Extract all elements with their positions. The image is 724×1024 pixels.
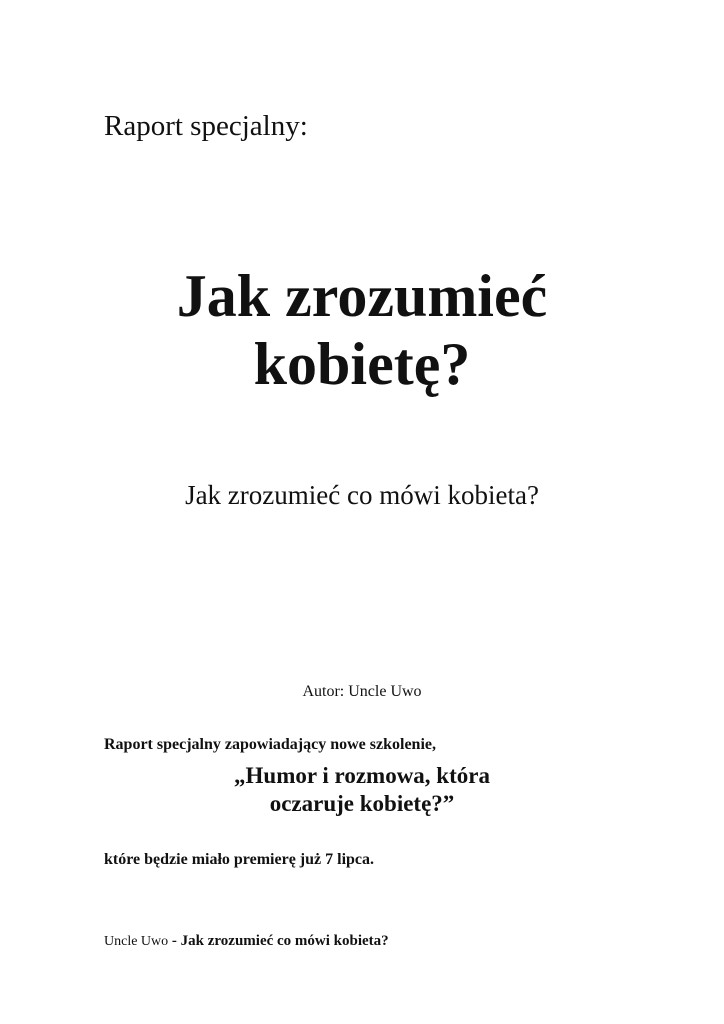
author-label: Autor: <box>302 683 345 700</box>
main-title-line-1: Jak zrozumieć <box>176 263 548 329</box>
footer-separator: - <box>168 933 181 949</box>
main-title-line-2: kobietę? <box>253 331 471 397</box>
training-title <box>0 762 724 818</box>
footer-title: Jak zrozumieć co mówi kobieta? <box>180 933 389 949</box>
premiere-text: które będzie miało premierę już 7 lipca. <box>104 851 375 868</box>
page-footer <box>104 933 389 950</box>
training-title-line-1: „Humor i rozmowa, która <box>234 763 490 788</box>
footer-author: Uncle Uwo <box>104 934 169 949</box>
report-kicker: Raport specjalny: <box>104 110 308 142</box>
main-title <box>0 262 724 398</box>
author-line <box>0 683 724 701</box>
training-title-line-2: oczaruje kobietę?” <box>269 791 455 816</box>
author-name: Uncle Uwo <box>348 683 422 700</box>
announcement-text: Raport specjalny zapowiadający nowe szkolenie, <box>104 736 436 753</box>
subtitle: Jak zrozumieć co mówi kobieta? <box>185 480 539 510</box>
